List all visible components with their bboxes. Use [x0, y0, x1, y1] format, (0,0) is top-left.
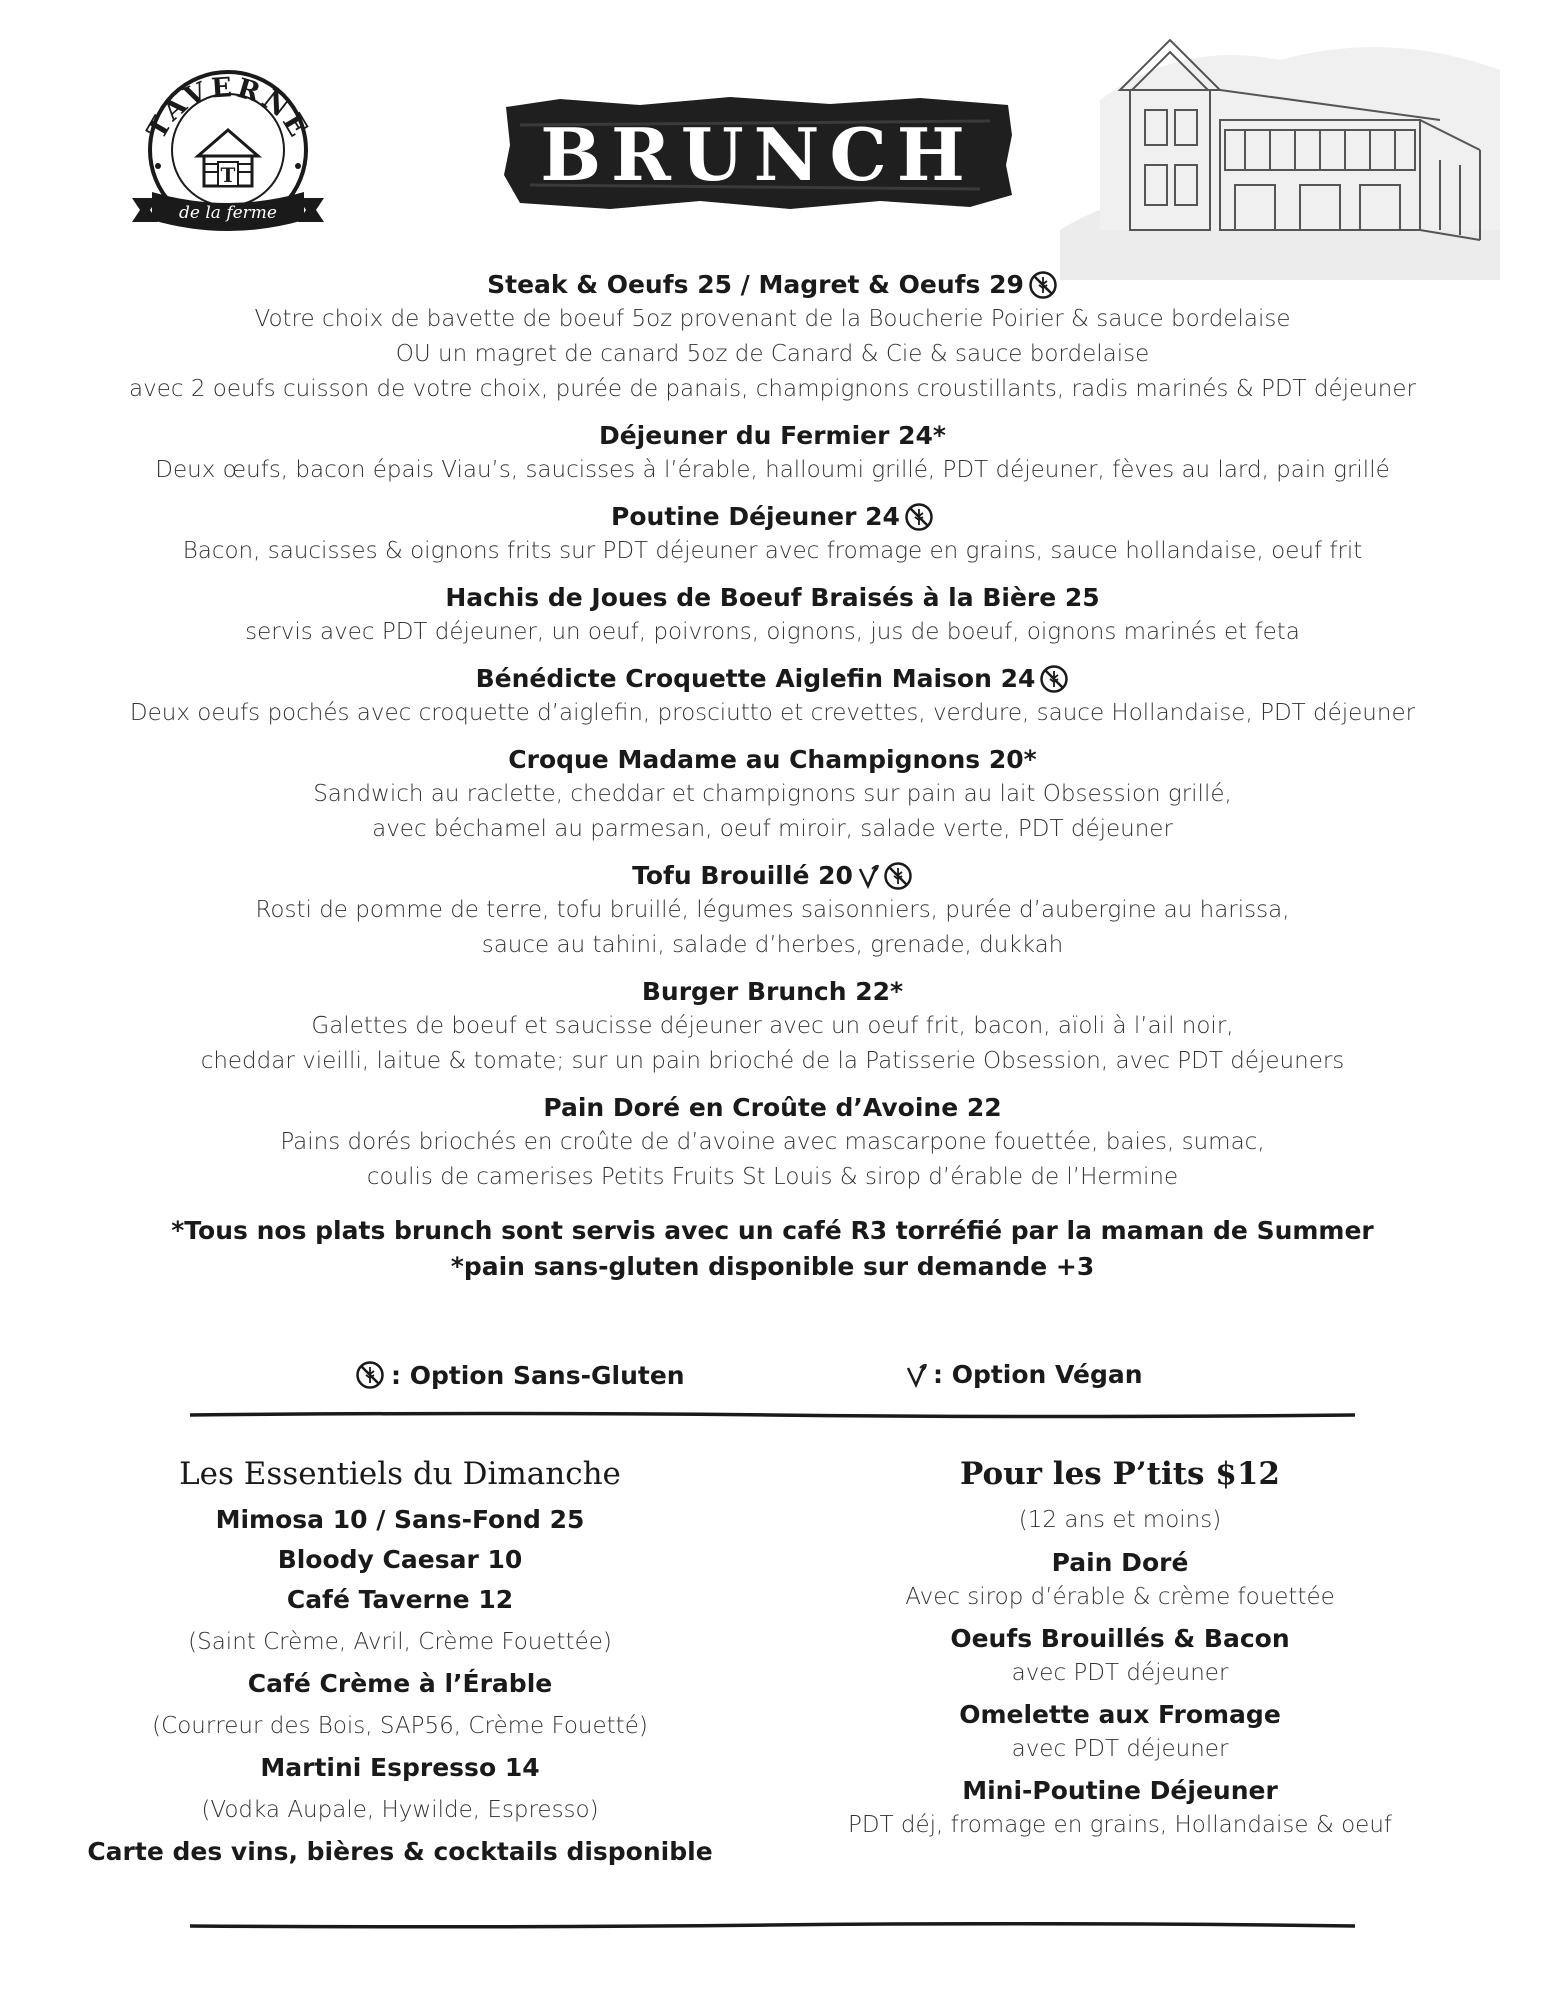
kids-menu-item — [780, 1622, 1460, 1690]
legend-vegan — [905, 1360, 1143, 1389]
kids-menu-item — [780, 1698, 1460, 1766]
dietary-legend — [0, 1360, 1545, 1400]
logo-top-text: TAVERNE — [141, 72, 315, 145]
menu-item-name: Steak & Oeufs 25 / Magret & Oeufs 29 — [487, 268, 1058, 302]
coffee-note: *Tous nos plats brunch sont servis avec un café R3 torréfié par la maman de Summer — [171, 1216, 1374, 1245]
menu-item-description: Votre choix de bavette de boeuf 5oz provenant de la Boucherie Poirier & sauce bordelaise — [254, 306, 1291, 332]
gluten-free-icon — [883, 861, 913, 891]
menu-item — [40, 662, 1505, 731]
drink-item-name: Martini Espresso 14 — [260, 1753, 540, 1782]
brunch-menu — [40, 268, 1505, 1285]
gluten-free-icon — [1039, 664, 1069, 694]
drink-item-name: Café Taverne 12 — [286, 1585, 514, 1614]
kids-item-name: Oeufs Brouillés & Bacon — [950, 1624, 1290, 1653]
menu-item-description: avec 2 oeufs cuisson de votre choix, purée de panais, champignons croustillants, radis marinés & PDT déjeuner — [129, 376, 1416, 402]
menu-item-description: sauce au tahini, salade d’herbes, grenade, dukkah — [481, 932, 1064, 958]
menu-item-description: servis avec PDT déjeuner, un oeuf, poivrons, oignons, jus de boeuf, oignons marinés et feta — [245, 619, 1300, 645]
kids-menu-section — [780, 1452, 1460, 1850]
drink-item-name: Mimosa 10 / Sans-Fond 25 — [215, 1505, 585, 1534]
page-title-banner — [500, 95, 1015, 213]
drink-item-name: Carte des vins, bières & cocktails disponible — [87, 1837, 713, 1866]
menu-item-description: Deux œufs, bacon épais Viau’s, saucisses à l’érable, halloumi grillé, PDT déjeuner, fèves au lard, pain grillé — [155, 457, 1390, 483]
menu-item — [40, 1091, 1505, 1195]
menu-notes — [40, 1213, 1505, 1285]
kids-item-description: avec PDT déjeuner — [1011, 1736, 1229, 1762]
gluten-free-bread-note: *pain sans-gluten disponible sur demande +3 — [450, 1252, 1095, 1281]
kids-item-name: Mini-Poutine Déjeuner — [962, 1776, 1278, 1805]
menu-item-description: OU un magret de canard 5oz de Canard & Cie & sauce bordelaise — [395, 341, 1150, 367]
menu-item-description: Bacon, saucisses & oignons frits sur PDT déjeuner avec fromage en grains, sauce hollandaise, oeuf frit — [182, 538, 1363, 564]
kids-menu-item — [780, 1546, 1460, 1614]
menu-item — [40, 419, 1505, 488]
menu-item-name: Croque Madame au Champignons 20* — [508, 745, 1037, 774]
drink-item-detail: (Vodka Aupale, Hywilde, Espresso) — [201, 1797, 599, 1823]
svg-text:T: T — [220, 163, 236, 187]
menu-item — [40, 743, 1505, 847]
drink-item-detail: (Saint Crème, Avril, Crème Fouettée) — [188, 1629, 612, 1655]
drink-item-name: Bloody Caesar 10 — [277, 1545, 523, 1574]
menu-item-name: Poutine Déjeuner 24 — [611, 500, 934, 534]
bottom-divider — [190, 1922, 1355, 1930]
legend-gluten-free — [355, 1360, 685, 1390]
menu-item-name: Pain Doré en Croûte d’Avoine 22 — [543, 1093, 1002, 1122]
taverne-logo — [128, 58, 328, 233]
svg-text:TAVERNE — [141, 72, 315, 144]
menu-item-description: Rosti de pomme de terre, tofu bruillé, légumes saisonniers, purée d’aubergine au harissa, — [255, 897, 1290, 923]
menu-item-name: Hachis de Joues de Boeuf Braisés à la Bière 25 — [445, 583, 1100, 612]
drink-item-name: Café Crème à l’Érable — [247, 1669, 553, 1698]
logo-bottom-text: de la ferme — [179, 203, 277, 223]
menu-item-description: avec béchamel au parmesan, oeuf miroir, salade verte, PDT déjeuner — [372, 816, 1173, 842]
kids-item-description: avec PDT déjeuner — [1011, 1660, 1229, 1686]
kids-item-name: Omelette aux Fromage — [959, 1700, 1281, 1729]
page-title: BRUNCH — [540, 111, 975, 197]
menu-item — [40, 975, 1505, 1079]
kids-item-description: Avec sirop d’érable & crème fouettée — [905, 1584, 1335, 1610]
drink-item-detail: (Courreur des Bois, SAP56, Crème Fouetté) — [152, 1713, 648, 1739]
sunday-essentials-section — [60, 1452, 740, 1872]
section-divider — [190, 1411, 1355, 1419]
menu-item — [40, 500, 1505, 569]
menu-item-name: Déjeuner du Fermier 24* — [598, 421, 947, 450]
kids-menu-title: Pour les P’tits $12 — [959, 1456, 1281, 1492]
menu-item — [40, 268, 1505, 407]
gluten-free-icon — [1028, 270, 1058, 300]
sunday-essentials-title: Les Essentiels du Dimanche — [179, 1456, 621, 1492]
menu-item-description: cheddar vieilli, laitue & tomate; sur un pain brioché de la Patisserie Obsession, avec PDT déjeuners — [200, 1048, 1345, 1074]
gluten-free-icon — [904, 502, 934, 532]
kids-menu-age-note: (12 ans et moins) — [1018, 1507, 1222, 1533]
legend-vegan-label: : Option Végan — [933, 1360, 1143, 1389]
legend-gluten-free-label: : Option Sans-Gluten — [391, 1360, 685, 1390]
house-sketch-illustration — [1060, 30, 1500, 280]
menu-item-description: Galettes de boeuf et saucisse déjeuner avec un oeuf frit, bacon, aïoli à l’ail noir, — [311, 1013, 1234, 1039]
kids-item-name: Pain Doré — [1051, 1548, 1189, 1577]
menu-item — [40, 581, 1505, 650]
menu-item-description: Sandwich au raclette, cheddar et champignons sur pain au lait Obsession grillé, — [313, 781, 1232, 807]
menu-item-description: Deux oeufs pochés avec croquette d’aiglefin, prosciutto et crevettes, verdure, sauce Hollandaise, PDT déjeuner — [129, 700, 1416, 726]
kids-menu-item — [780, 1774, 1460, 1842]
menu-item-name: Tofu Brouillé 20 — [632, 859, 913, 893]
vegan-icon — [905, 1362, 927, 1388]
kids-item-description: PDT déj, fromage en grains, Hollandaise & oeuf — [847, 1812, 1393, 1838]
menu-item-name: Burger Brunch 22* — [641, 977, 904, 1006]
menu-item — [40, 859, 1505, 963]
menu-item-name: Bénédicte Croquette Aiglefin Maison 24 — [476, 662, 1070, 696]
menu-item-description: coulis de camerises Petits Fruits St Louis & sirop d’érable de l’Hermine — [366, 1164, 1179, 1190]
logo-emblem — [128, 58, 328, 233]
menu-item-description: Pains dorés briochés en croûte de d’avoine avec mascarpone fouettée, baies, sumac, — [280, 1129, 1265, 1155]
vegan-icon — [857, 863, 879, 889]
gluten-free-icon — [355, 1360, 385, 1390]
